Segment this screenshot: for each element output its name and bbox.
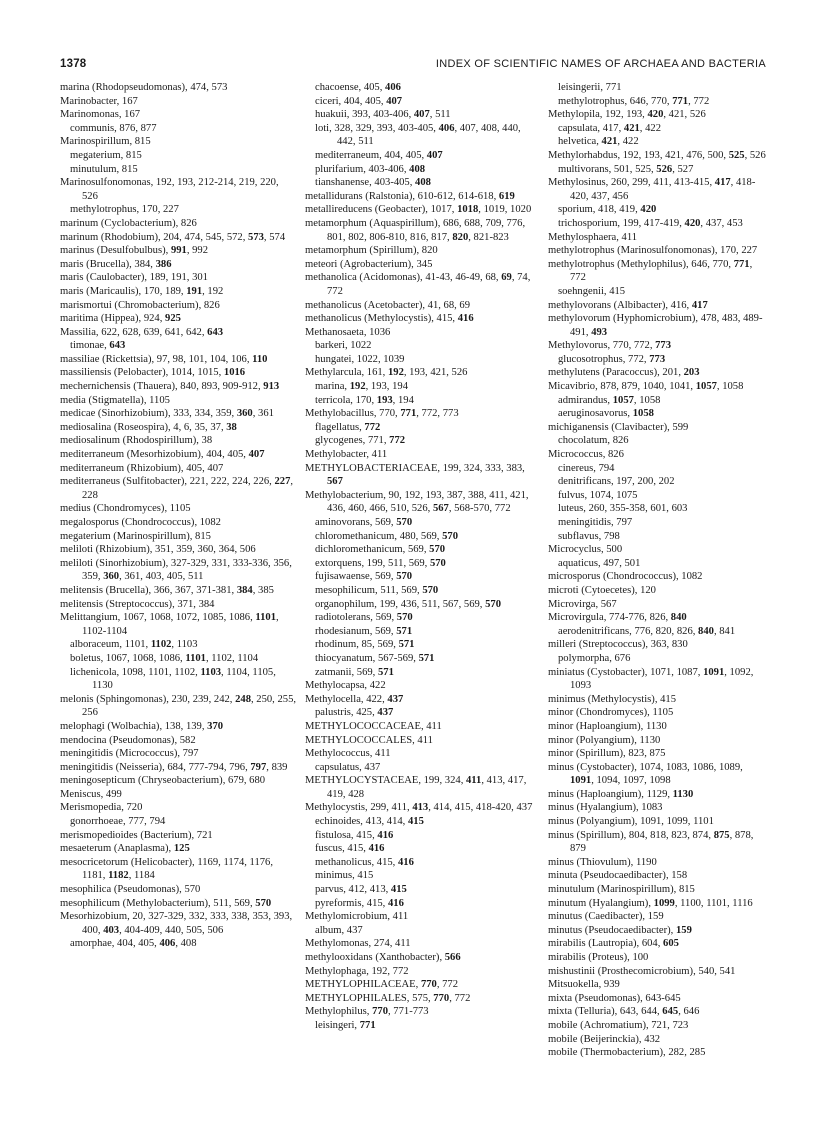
- index-subentry: fujisawaense, 569, 570: [315, 571, 413, 583]
- index-subentry: palustris, 425, 437: [315, 707, 394, 719]
- index-entry: mobile (Thermobacterium), 282, 285: [548, 1047, 706, 1059]
- index-entry: metamorphum (Aquaspirillum), 686, 688, 709, 776, 801, 802, 806-810, 816, 817, 820, 821-823: [305, 217, 526, 243]
- index-subentry: capsulata, 417, 421, 422: [558, 122, 661, 134]
- index-subentry: zatmanii, 569, 571: [315, 666, 394, 678]
- index-entry: METHYLOCOCCACEAE, 411: [305, 720, 442, 732]
- index-subentry: chloromethanicum, 480, 569, 570: [315, 530, 458, 542]
- index-entry: Methylobacillus, 770, 771, 772, 773: [305, 408, 459, 420]
- index-subentry: trichosporium, 199, 417-419, 420, 437, 453: [558, 217, 743, 229]
- index-entry: Microvirga, 567: [548, 598, 617, 610]
- index-entry: Marinospirillum, 815: [60, 136, 151, 148]
- index-subentry: admirandus, 1057, 1058: [558, 394, 661, 406]
- index-entry: methylovorans (Albibacter), 416, 417: [548, 299, 708, 311]
- index-entry: Methylophaga, 192, 772: [305, 965, 409, 977]
- index-subentry: luteus, 260, 355-358, 601, 603: [558, 503, 688, 515]
- index-subentry: radiotolerans, 569, 570: [315, 612, 413, 624]
- index-entry: Meniscus, 499: [60, 788, 122, 800]
- index-column-1: [60, 81, 296, 951]
- index-entry: Methanosaeta, 1036: [305, 326, 391, 338]
- index-subentry: parvus, 412, 413, 415: [315, 884, 407, 896]
- index-entry: mixta (Pseudomonas), 643-645: [548, 992, 681, 1004]
- index-entry: Marinobacter, 167: [60, 95, 138, 107]
- index-subentry: chacoense, 405, 406: [315, 82, 401, 93]
- index-entry: METHYLOPHILALES, 575, 770, 772: [305, 992, 471, 1004]
- index-entry: merismopedioides (Bacterium), 721: [60, 829, 213, 841]
- index-entry: METHYLOCYSTACEAE, 199, 324, 411, 413, 417, 419, 428: [305, 775, 527, 800]
- index-entry: Merismopedia, 720: [60, 802, 143, 814]
- index-entry: minus (Thiovulum), 1190: [548, 856, 657, 868]
- index-subentry: marina, 192, 193, 194: [315, 381, 408, 393]
- index-entry: Methylovorus, 770, 772, 773: [548, 340, 672, 352]
- index-entry: marinum (Cyclobacterium), 826: [60, 217, 197, 229]
- index-entry: METHYLOBACTERIACEAE, 199, 324, 333, 383, 567: [305, 462, 525, 488]
- index-entry: medius (Chondromyces), 1105: [60, 503, 191, 515]
- index-subentry: glucosotrophus, 772, 773: [558, 353, 666, 365]
- index-subentry: flagellatus, 772: [315, 421, 381, 433]
- index-entry: meliloti (Sinorhizobium), 327-329, 331, 333-336, 356, 359, 360, 361, 403, 405, 511: [60, 557, 292, 583]
- index-entry: mediosalina (Roseospira), 4, 6, 35, 37, 38: [60, 421, 237, 433]
- index-subentry: methanolicus, 415, 416: [315, 856, 414, 868]
- index-subentry: tianshanense, 403-405, 408: [315, 177, 431, 189]
- index-subentry: subflavus, 798: [558, 530, 620, 542]
- index-entry: Microvirgula, 774-776, 826, 840: [548, 612, 687, 624]
- running-title: INDEX OF SCIENTIFIC NAMES OF ARCHAEA AND BACTERIA: [435, 58, 766, 70]
- index-subentry: lichenicola, 1098, 1101, 1102, 1103, 1104, 1105, 1130: [70, 666, 276, 692]
- index-entry: mesophilica (Pseudomonas), 570: [60, 884, 201, 896]
- index-subentry: terricola, 170, 193, 194: [315, 394, 414, 406]
- index-entry: METHYLOCOCCALES, 411: [305, 734, 433, 746]
- index-entry: Microcyclus, 500: [548, 544, 623, 556]
- index-entry: minimus (Methylocystis), 415: [548, 693, 677, 705]
- index-subentry: extorquens, 199, 511, 569, 570: [315, 557, 446, 569]
- index-subentry: loti, 328, 329, 393, 403-405, 406, 407, 408, 440, 442, 511: [315, 122, 521, 148]
- index-subentry: helvetica, 421, 422: [558, 136, 639, 148]
- index-entry: mirabilis (Lautropia), 604, 605: [548, 938, 679, 950]
- index-subentry: aeruginosavorus, 1058: [558, 408, 654, 420]
- index-entry: Marinomonas, 167: [60, 109, 141, 121]
- index-entry: METHYLOPHILACEAE, 770, 772: [305, 979, 459, 991]
- index-entry: mesaeterum (Anaplasma), 125: [60, 843, 190, 855]
- index-entry: methylutens (Paracoccus), 201, 203: [548, 367, 700, 379]
- index-entry: Massilia, 622, 628, 639, 641, 642, 643: [60, 326, 224, 338]
- index-entry: microsporus (Chondrococcus), 1082: [548, 571, 703, 583]
- index-column-2: [305, 81, 541, 1033]
- index-subentry: mediterraneum, 404, 405, 407: [315, 149, 443, 161]
- index-subentry: timonae, 643: [70, 340, 126, 352]
- index-entry: media (Stigmatella), 1105: [60, 394, 170, 406]
- index-entry: minus (Hyalangium), 1083: [548, 802, 663, 814]
- index-subentry: organophilum, 199, 436, 511, 567, 569, 570: [315, 598, 501, 610]
- index-entry: meningitidis (Micrococcus), 797: [60, 748, 199, 760]
- index-entry: metallidurans (Ralstonia), 610-612, 614-618, 619: [305, 190, 515, 202]
- index-subentry: soehngenii, 415: [558, 285, 626, 297]
- index-entry: Micrococcus, 826: [548, 449, 624, 461]
- index-entry: mirabilis (Proteus), 100: [548, 952, 649, 963]
- index-entry: marinum (Rhodobium), 204, 474, 545, 572, 573, 574: [60, 231, 286, 243]
- index-subentry: plurifarium, 403-406, 408: [315, 163, 426, 175]
- index-subentry: hungatei, 1022, 1039: [315, 353, 405, 365]
- index-subentry: gonorrhoeae, 777, 794: [70, 816, 166, 828]
- index-entry: megalosporus (Chondrococcus), 1082: [60, 517, 221, 528]
- index-entry: metallireducens (Geobacter), 1017, 1018, 1019, 1020: [305, 204, 532, 216]
- index-subentry: glycogenes, 771, 772: [315, 435, 406, 447]
- index-entry: mechernichensis (Thauera), 840, 893, 909-912, 913: [60, 381, 280, 393]
- index-entry: Methylocapsa, 422: [305, 680, 386, 692]
- index-subentry: rhodesianum, 569, 571: [315, 625, 413, 637]
- index-entry: Marinosulfonomonas, 192, 193, 212-214, 219, 220, 526: [60, 177, 279, 202]
- index-entry: meningitidis (Neisseria), 684, 777-794, 796, 797, 839: [60, 761, 288, 773]
- index-entry: melitensis (Streptococcus), 371, 384: [60, 598, 215, 610]
- index-entry: minutus (Pseudocaedibacter), 159: [548, 924, 692, 936]
- index-entry: Mesorhizobium, 20, 327-329, 332, 333, 338, 353, 393, 400, 403, 404-409, 440, 505, 506: [60, 911, 293, 936]
- index-entry: michiganensis (Clavibacter), 599: [548, 421, 689, 433]
- running-header: [60, 58, 766, 72]
- index-entry: minus (Cystobacter), 1074, 1083, 1086, 1089, 1091, 1094, 1097, 1098: [548, 761, 743, 787]
- index-subentry: alboraceum, 1101, 1102, 1103: [70, 639, 198, 651]
- index-entry: minuta (Pseudocaedibacter), 158: [548, 870, 688, 882]
- index-entry: mobile (Beijerinckia), 432: [548, 1033, 661, 1045]
- index-subentry: capsulatus, 437: [315, 761, 381, 773]
- index-entry: mediterraneum (Rhizobium), 405, 407: [60, 462, 224, 474]
- index-entry: Methylobacter, 411: [305, 449, 388, 461]
- index-entry: maris (Caulobacter), 189, 191, 301: [60, 272, 208, 284]
- index-entry: mesocricetorum (Helicobacter), 1169, 1174, 1176, 1181, 1182, 1184: [60, 856, 273, 882]
- index-entry: marismortui (Chromobacterium), 826: [60, 299, 220, 311]
- index-subentry: minutulum, 815: [70, 163, 138, 175]
- index-entry: meteori (Agrobacterium), 345: [305, 258, 433, 270]
- index-subentry: chocolatum, 826: [558, 435, 629, 447]
- index-entry: maritima (Hippea), 924, 925: [60, 313, 181, 325]
- index-subentry: aerodenitrificans, 776, 820, 826, 840, 841: [558, 625, 736, 637]
- index-entry: methylotrophus (Methylophilus), 646, 770, 771, 772: [548, 258, 753, 284]
- index-entry: maris (Brucella), 384, 386: [60, 258, 172, 270]
- index-subentry: communis, 876, 877: [70, 122, 157, 134]
- index-subentry: aquaticus, 497, 501: [558, 557, 641, 569]
- index-entry: Methylocystis, 299, 411, 413, 414, 415, 418-420, 437: [305, 802, 533, 814]
- index-subentry: cinereus, 794: [558, 462, 615, 474]
- index-subentry: megaterium, 815: [70, 149, 142, 161]
- index-entry: Methylomonas, 274, 411: [305, 938, 411, 950]
- index-entry: minus (Polyangium), 1091, 1099, 1101: [548, 816, 714, 828]
- index-entry: mediosalinum (Rhodospirillum), 38: [60, 435, 213, 447]
- index-entry: methylotrophus (Marinosulfonomonas), 170, 227: [548, 245, 758, 257]
- index-subentry: meningitidis, 797: [558, 517, 633, 528]
- index-entry: methanolicus (Methylocystis), 415, 416: [305, 313, 474, 325]
- index-subentry: aminovorans, 569, 570: [315, 517, 413, 528]
- index-subentry: methylotrophus, 646, 770, 771, 772: [558, 95, 710, 107]
- index-entry: methylovorum (Hyphomicrobium), 478, 483, 489-491, 493: [548, 313, 763, 338]
- index-entry: melophagi (Wolbachia), 138, 139, 370: [60, 720, 224, 732]
- index-entry: Mitsuokella, 939: [548, 979, 620, 991]
- index-entry: minor (Haploangium), 1130: [548, 720, 667, 732]
- index-entry: Methylobacterium, 90, 192, 193, 387, 388, 411, 421, 436, 460, 466, 510, 526, 567, 568-570, 772: [305, 489, 529, 515]
- index-subentry: dichloromethanicum, 569, 570: [315, 544, 446, 556]
- index-subentry: polymorpha, 676: [558, 652, 631, 664]
- index-entry: microti (Cytoecetes), 120: [548, 584, 656, 596]
- index-entry: milleri (Streptococcus), 363, 830: [548, 639, 688, 651]
- index-subentry: fuscus, 415, 416: [315, 843, 385, 855]
- index-entry: minus (Haploangium), 1129, 1130: [548, 788, 694, 800]
- index-entry: Methylosphaera, 411: [548, 231, 638, 243]
- index-subentry: thiocyanatum, 567-569, 571: [315, 652, 435, 664]
- index-subentry: fulvus, 1074, 1075: [558, 489, 638, 501]
- index-column-3: [548, 81, 766, 1060]
- index-entry: mishustinii (Prosthecomicrobium), 540, 541: [548, 965, 736, 977]
- index-entry: megaterium (Marinospirillum), 815: [60, 530, 211, 542]
- index-entry: mediterraneus (Sulfitobacter), 221, 222, 224, 226, 227, 228: [60, 476, 294, 501]
- index-entry: Methylarcula, 161, 192, 193, 421, 526: [305, 367, 468, 379]
- index-entry: melitensis (Brucella), 366, 367, 371-381, 384, 385: [60, 584, 274, 596]
- index-subentry: boletus, 1067, 1068, 1086, 1101, 1102, 1104: [70, 652, 259, 664]
- index-subentry: barkeri, 1022: [315, 340, 372, 352]
- index-entry: minor (Chondromyces), 1105: [548, 707, 674, 719]
- index-entry: minutulum (Marinospirillum), 815: [548, 884, 695, 896]
- index-entry: methanolicus (Acetobacter), 41, 68, 69: [305, 299, 471, 311]
- index-entry: minor (Spirillum), 823, 875: [548, 748, 666, 760]
- index-subentry: leisingerii, 771: [558, 82, 622, 93]
- index-entry: minutum (Hyalangium), 1099, 1100, 1101, 1116: [548, 897, 753, 909]
- index-subentry: leisingeri, 771: [315, 1019, 376, 1031]
- index-entry: Methylosinus, 260, 299, 411, 413-415, 417, 418-420, 437, 456: [548, 177, 756, 202]
- index-entry: massiliae (Rickettsia), 97, 98, 101, 104, 106, 110: [60, 353, 268, 365]
- index-entry: medicae (Sinorhizobium), 333, 334, 359, 360, 361: [60, 408, 274, 420]
- index-entry: Methylocella, 422, 437: [305, 693, 404, 705]
- index-entry: mobile (Achromatium), 721, 723: [548, 1019, 689, 1031]
- index-entry: minus (Spirillum), 804, 818, 823, 874, 875, 878, 879: [548, 829, 754, 855]
- index-subentry: denitrificans, 197, 200, 202: [558, 476, 675, 488]
- index-subentry: rhodinum, 85, 569, 571: [315, 639, 415, 651]
- index-entry: meningosepticum (Chryseobacterium), 679, 680: [60, 775, 266, 787]
- index-entry: marinus (Desulfobulbus), 991, 992: [60, 245, 209, 257]
- index-entry: Methylorhabdus, 192, 193, 421, 476, 500, 525, 526: [548, 149, 766, 161]
- index-entry: mediterraneum (Mesorhizobium), 404, 405, 407: [60, 449, 265, 461]
- index-entry: mesophilicum (Methylobacterium), 511, 569, 570: [60, 897, 272, 909]
- index-subentry: multivorans, 501, 525, 526, 527: [558, 163, 694, 175]
- index-entry: melonis (Sphingomonas), 230, 239, 242, 248, 250, 255, 256: [60, 693, 297, 719]
- index-entry: maris (Maricaulis), 170, 189, 191, 192: [60, 285, 224, 297]
- index-subentry: album, 437: [315, 924, 363, 936]
- index-entry: Methylophilus, 770, 771-773: [305, 1006, 429, 1018]
- index-entry: methylooxidans (Xanthobacter), 566: [305, 952, 461, 963]
- index-entry: metamorphum (Spirillum), 820: [305, 245, 438, 257]
- index-subentry: amorphae, 404, 405, 406, 408: [70, 938, 197, 950]
- index-subentry: sporium, 418, 419, 420: [558, 204, 657, 216]
- index-entry: Methylococcus, 411: [305, 748, 391, 760]
- page-number: 1378: [60, 58, 87, 70]
- index-entry: Methylopila, 192, 193, 420, 421, 526: [548, 109, 706, 121]
- index-subentry: echinoides, 413, 414, 415: [315, 816, 424, 828]
- index-subentry: huakuii, 393, 403-406, 407, 511: [315, 109, 451, 121]
- index-subentry: mesophilicum, 511, 569, 570: [315, 584, 439, 596]
- index-entry: minutus (Caedibacter), 159: [548, 911, 664, 923]
- index-subentry: fistulosa, 415, 416: [315, 829, 394, 841]
- index-subentry: methylotrophus, 170, 227: [70, 204, 179, 216]
- index-subentry: minimus, 415: [315, 870, 374, 882]
- index-entry: meliloti (Rhizobium), 351, 359, 360, 364, 506: [60, 544, 256, 556]
- index-entry: methanolica (Acidomonas), 41-43, 46-49, 68, 69, 74, 772: [305, 272, 531, 297]
- index-entry: mendocina (Pseudomonas), 582: [60, 734, 196, 746]
- index-entry: Micavibrio, 878, 879, 1040, 1041, 1057, 1058: [548, 381, 744, 393]
- index-entry: minor (Polyangium), 1130: [548, 734, 661, 746]
- index-entry: massiliensis (Pelobacter), 1014, 1015, 1016: [60, 367, 246, 379]
- index-entry: miniatus (Cystobacter), 1071, 1087, 1091, 1092, 1093: [548, 666, 754, 692]
- index-subentry: ciceri, 404, 405, 407: [315, 95, 403, 107]
- index-entry: marina (Rhodopseudomonas), 474, 573: [60, 82, 228, 93]
- index-entry: mixta (Telluria), 643, 644, 645, 646: [548, 1006, 700, 1018]
- index-subentry: pyreformis, 415, 416: [315, 897, 404, 909]
- index-entry: Melittangium, 1067, 1068, 1072, 1085, 1086, 1101, 1102-1104: [60, 612, 279, 637]
- index-entry: Methylomicrobium, 411: [305, 911, 409, 923]
